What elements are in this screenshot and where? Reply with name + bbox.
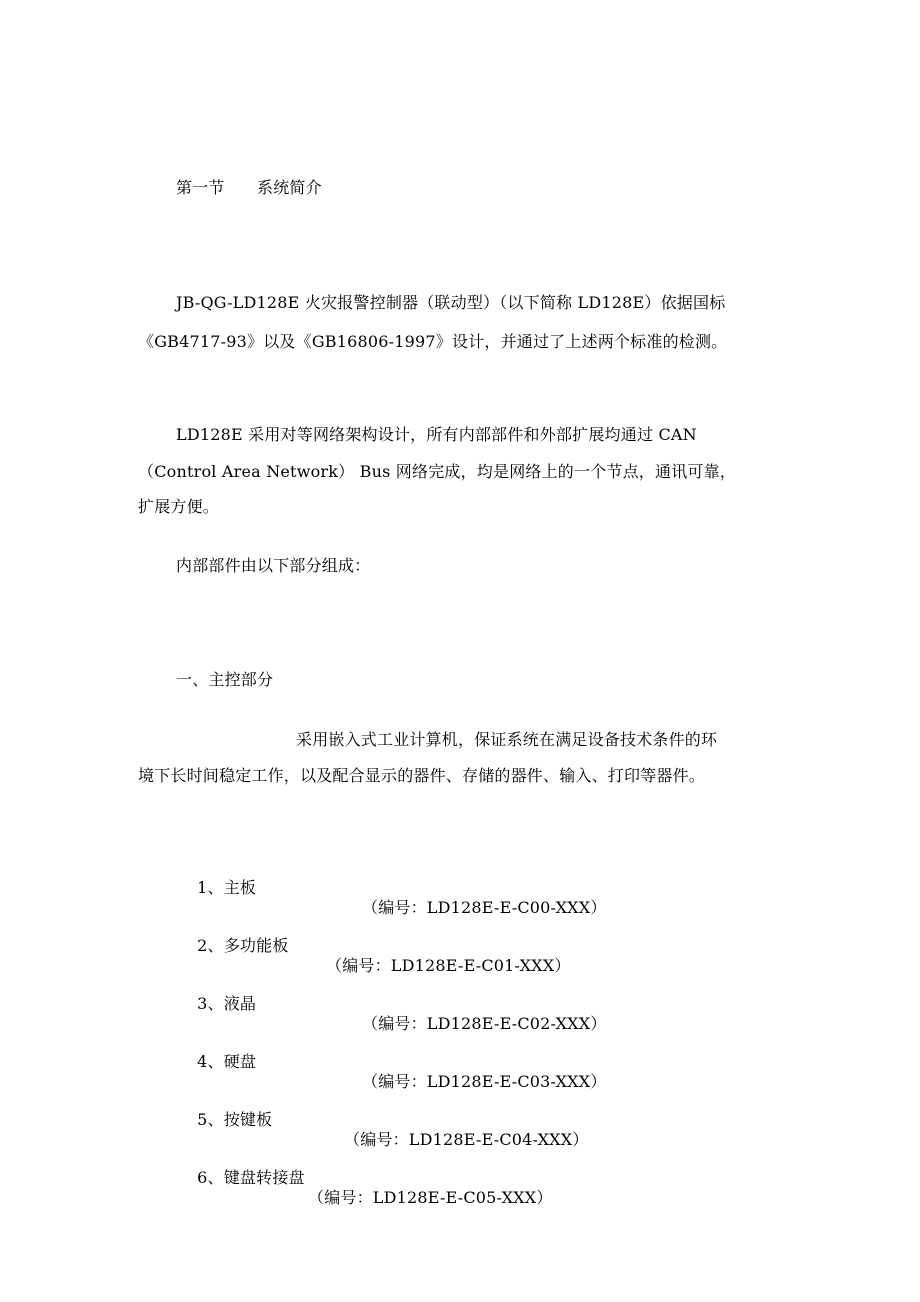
intro-paragraph-line-1: JB-QG-LD128E 火灾报警控制器（联动型）（以下简称 LD128E）依据国标 [176, 293, 726, 312]
list-item-code: （编号：LD128E-E-C04-XXX） [344, 1130, 589, 1149]
list-item-label: 3、液晶 [197, 994, 257, 1013]
list-item-label: 6、键盘转接盘 [197, 1168, 305, 1187]
components-intro: 内部部件由以下部分组成： [176, 556, 371, 575]
main-control-paragraph-line-2: 境下长时间稳定工作，以及配合显示的器件、存储的器件、输入、打印等器件。 [138, 766, 706, 785]
architecture-paragraph-line-1: LD128E 采用对等网络架构设计，所有内部部件和外部扩展均通过 CAN [176, 425, 697, 444]
list-item-code: （编号：LD128E-E-C02-XXX） [362, 1014, 607, 1033]
main-control-heading: 一、主控部分 [176, 670, 274, 689]
list-item-code: （编号：LD128E-E-C05-XXX） [308, 1188, 553, 1207]
list-item-code: （编号：LD128E-E-C01-XXX） [326, 956, 571, 975]
list-item-label: 2、多功能板 [197, 936, 289, 955]
list-item-label: 5、按键板 [197, 1110, 273, 1129]
list-item-label: 4、硬盘 [197, 1052, 257, 1071]
main-control-paragraph-line-1: 采用嵌入式工业计算机，保证系统在满足设备技术条件的环 [296, 730, 718, 749]
architecture-paragraph-line-3: 扩展方便。 [138, 497, 220, 516]
list-item-code: （编号：LD128E-E-C00-XXX） [362, 898, 607, 917]
intro-paragraph-line-2: 《GB4717-93》以及《GB16806-1997》设计，并通过了上述两个标准的检测。 [138, 332, 728, 351]
list-item [176, 1148, 553, 1228]
list-item-label: 1、主板 [197, 878, 257, 897]
architecture-paragraph-line-2: （Control Area Network） Bus 网络完成，均是网络上的一个节点，通讯可靠， [138, 462, 737, 481]
list-item-code: （编号：LD128E-E-C03-XXX） [362, 1072, 607, 1091]
section-title: 第一节 系统简介 [176, 178, 322, 197]
